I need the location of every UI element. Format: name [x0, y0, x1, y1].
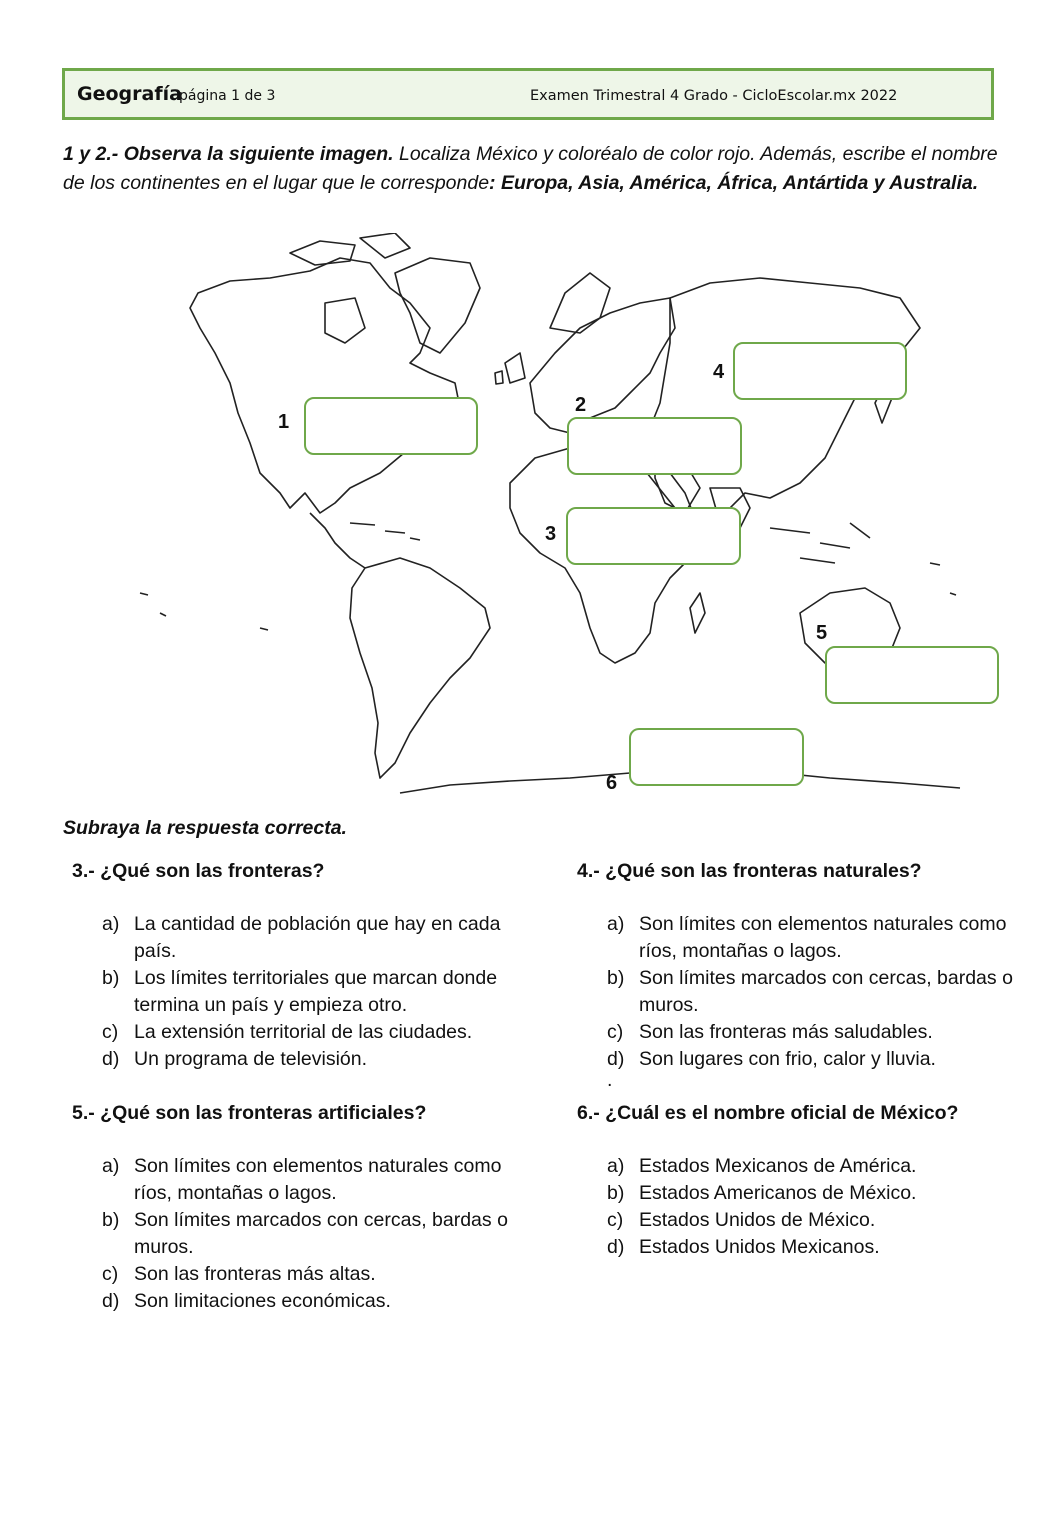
southeast-asia-islands-outline	[770, 523, 870, 563]
map-instruction	[63, 140, 998, 198]
question-6	[567, 1102, 1027, 1261]
europe-outline	[530, 298, 675, 433]
map-label-1: 1	[278, 411, 290, 433]
question-title: 6.- ¿Cuál es el nombre oficial de México?	[577, 1102, 959, 1124]
answer-option[interactable]: b) Son límites marcados con cercas, bardas o muros.	[607, 967, 1013, 1016]
answer-option[interactable]: c) Son las fronteras más saludables.	[607, 1021, 933, 1043]
answer-option[interactable]: d) Estados Unidos Mexicanos.	[607, 1236, 880, 1258]
pacific-islands-outline	[140, 563, 956, 630]
question-3	[62, 860, 522, 1073]
answer-box-1[interactable]	[304, 397, 478, 455]
instruction-continents: : Europa, Asia, América, África, Antártida y Australia.	[489, 172, 979, 194]
question-title: 5.- ¿Qué son las fronteras artificiales?	[72, 1102, 427, 1124]
map-label-5: 5	[816, 622, 828, 644]
answer-option[interactable]: c) La extensión territorial de las ciudades.	[102, 1021, 473, 1043]
answer-option[interactable]: d) Son limitaciones económicas.	[102, 1290, 391, 1312]
scandinavia-outline	[550, 273, 610, 333]
page-header	[62, 68, 994, 120]
map-label-3: 3	[545, 523, 557, 545]
question-title: 4.- ¿Qué son las fronteras naturales?	[577, 860, 922, 882]
answer-option[interactable]: d) Un programa de televisión.	[102, 1048, 368, 1070]
caribbean-islands-outline	[350, 523, 420, 540]
answer-option[interactable]: c) Estados Unidos de México.	[607, 1209, 876, 1231]
instruction-lead: 1 y 2.- Observa la siguiente imagen.	[63, 143, 394, 165]
answer-option[interactable]: a) Son límites con elementos naturales como ríos, montañas o lagos.	[102, 1155, 502, 1204]
instruction-text: Localiza México y coloréalo de color rojo. Además, escribe el nombre de los continentes en el lugar que le corresponde	[63, 143, 998, 194]
map-label-6: 6	[606, 772, 618, 794]
asia-outline	[650, 278, 920, 533]
answer-box-2[interactable]	[567, 417, 742, 475]
map-label-4: 4	[713, 361, 725, 383]
answer-box-4[interactable]	[733, 342, 907, 400]
answer-option[interactable]: c) Son las fronteras más altas.	[102, 1263, 376, 1285]
central-america-outline	[310, 513, 365, 568]
madagascar-outline	[690, 593, 705, 633]
answer-option[interactable]: a) La cantidad de población que hay en cada país.	[102, 913, 501, 962]
answer-option[interactable]: b) Son límites marcados con cercas, bardas o muros.	[102, 1209, 508, 1258]
answer-option[interactable]: b) Estados Americanos de México.	[607, 1182, 917, 1204]
answer-box-6[interactable]	[629, 728, 804, 786]
question-5	[62, 1102, 522, 1315]
page-indicator: página 1 de 3	[179, 88, 276, 104]
exam-title: Examen Trimestral 4 Grado - CicloEscolar.mx 2022	[530, 88, 898, 104]
question-title: 3.- ¿Qué son las fronteras?	[72, 860, 325, 882]
question-4	[567, 860, 1027, 1091]
south-america-outline	[350, 558, 490, 778]
british-isles-outline	[495, 353, 525, 384]
subject-title: Geografía	[77, 83, 182, 105]
world-map	[110, 233, 980, 798]
greenland-outline	[395, 258, 480, 353]
answer-option[interactable]: a) Son límites con elementos naturales como ríos, montañas o lagos.	[607, 913, 1007, 962]
answer-option[interactable]: a) Estados Mexicanos de América.	[607, 1155, 917, 1177]
answer-option[interactable]: d) Son lugares con frio, calor y lluvia.	[607, 1048, 936, 1070]
hudson-bay-outline	[325, 298, 365, 343]
answer-box-3[interactable]	[566, 507, 741, 565]
trailing-dot: .	[607, 1069, 613, 1091]
north-america-outline	[190, 258, 460, 513]
answer-box-5[interactable]	[825, 646, 999, 704]
arctic-islands-outline	[290, 233, 410, 265]
map-label-2: 2	[575, 394, 587, 416]
answer-option[interactable]: b) Los límites territoriales que marcan donde termina un país y empieza otro.	[102, 967, 498, 1016]
underline-instruction: Subraya la respuesta correcta.	[63, 817, 347, 839]
